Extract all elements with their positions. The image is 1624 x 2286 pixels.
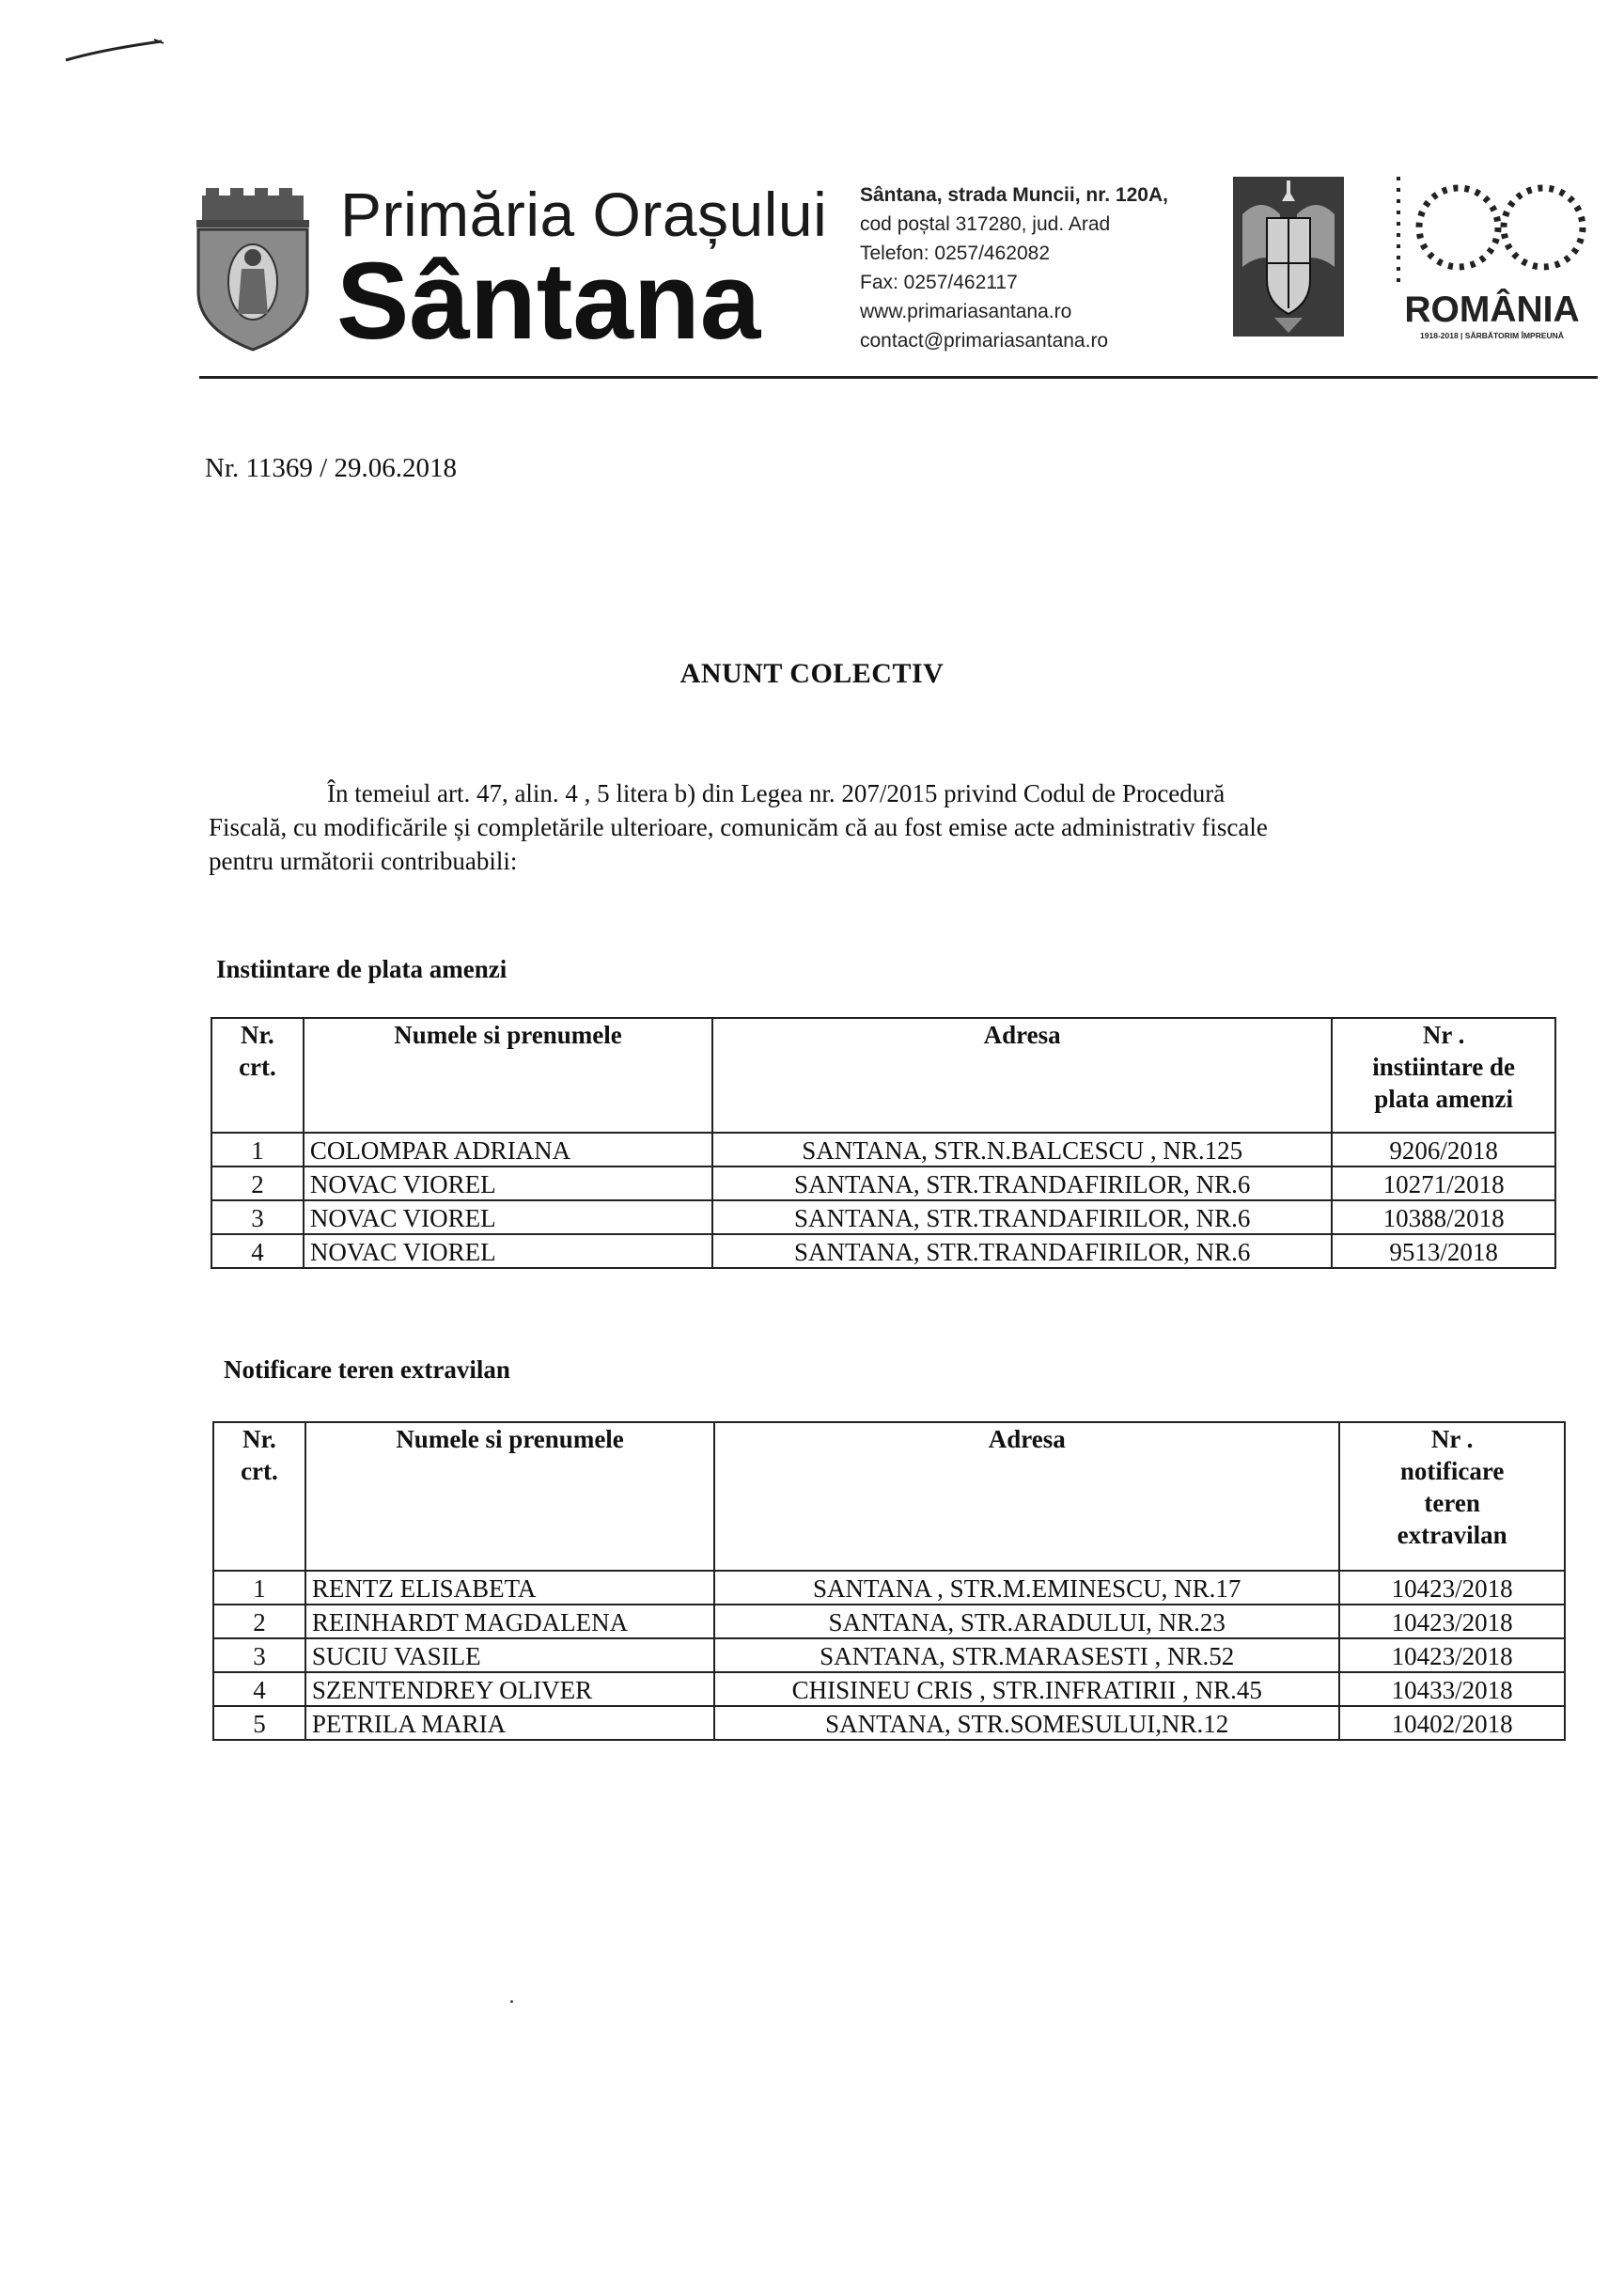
header-text: crt. — [241, 1457, 278, 1485]
cell-nr: 2 — [211, 1166, 304, 1200]
cell-name: SZENTENDREY OLIVER — [305, 1672, 714, 1706]
romania-coat-of-arms-icon — [1233, 177, 1344, 337]
town-name: Sântana — [336, 240, 761, 362]
cell-doc-number: 10402/2018 — [1339, 1706, 1565, 1740]
contact-block — [860, 180, 1168, 355]
col-header-address: Adresa — [714, 1422, 1339, 1571]
contact-email: contact@primariasantana.ro — [860, 330, 1109, 352]
header-divider — [199, 376, 1598, 379]
section-title-land: Notificare teren extravilan — [224, 1355, 510, 1384]
cell-address: SANTANA, STR.TRANDAFIRILOR, NR.6 — [712, 1166, 1332, 1200]
header-text: plata amenzi — [1374, 1085, 1513, 1113]
town-hall-title: Primăria Orașului — [340, 180, 828, 249]
table-row — [211, 1200, 1555, 1234]
cell-nr: 3 — [213, 1638, 305, 1672]
header-text: Nr . — [1422, 1021, 1465, 1049]
pen-stroke-mark — [64, 36, 167, 64]
table-row — [211, 1234, 1555, 1268]
cell-doc-number: 10271/2018 — [1332, 1166, 1555, 1200]
header-text: extravilan — [1397, 1521, 1507, 1549]
cell-doc-number: 9206/2018 — [1332, 1133, 1555, 1166]
contact-phone: Telefon: 0257/462082 — [860, 243, 1051, 264]
centenar-word: ROMÂNIA — [1404, 290, 1580, 330]
cell-name: SUCIU VASILE — [305, 1638, 714, 1672]
col-header-doc-number — [1332, 1018, 1555, 1133]
cell-address: SANTANA, STR.ARADULUI, NR.23 — [714, 1605, 1339, 1638]
table-header-row — [211, 1018, 1555, 1133]
contact-website: www.primariasantana.ro — [860, 301, 1072, 322]
table-row — [213, 1706, 1565, 1740]
col-header-doc-number — [1339, 1422, 1565, 1571]
header-text: Nr. — [241, 1021, 274, 1049]
document-title: ANUNT COLECTIV — [679, 658, 945, 689]
cell-name: NOVAC VIOREL — [304, 1166, 712, 1200]
cell-nr: 1 — [213, 1571, 305, 1605]
col-header-nr — [211, 1018, 304, 1133]
cell-name: NOVAC VIOREL — [304, 1234, 712, 1268]
cell-name: PETRILA MARIA — [305, 1706, 714, 1740]
col-header-name: Numele si prenumele — [304, 1018, 712, 1133]
scan-speck — [510, 2000, 513, 2003]
cell-address: SANTANA, STR.MARASESTI , NR.52 — [714, 1638, 1339, 1672]
cell-doc-number: 10423/2018 — [1339, 1638, 1565, 1672]
col-header-address: Adresa — [712, 1018, 1332, 1133]
cell-doc-number: 10423/2018 — [1339, 1571, 1565, 1605]
cell-address: SANTANA, STR.TRANDAFIRILOR, NR.6 — [712, 1200, 1332, 1234]
header-text: notificare — [1399, 1457, 1505, 1485]
table-header-row — [213, 1422, 1565, 1571]
registration-number: Nr. 11369 / 29.06.2018 — [205, 453, 457, 483]
header-text: Nr . — [1430, 1425, 1474, 1453]
intro-paragraph — [209, 776, 1468, 878]
col-header-name: Numele si prenumele — [305, 1422, 714, 1571]
cell-address: CHISINEU CRIS , STR.INFRATIRII , NR.45 — [714, 1672, 1339, 1706]
contact-fax: Fax: 0257/462117 — [860, 272, 1018, 293]
cell-address: SANTANA, STR.SOMESULUI,NR.12 — [714, 1706, 1339, 1740]
cell-address: SANTANA, STR.TRANDAFIRILOR, NR.6 — [712, 1234, 1332, 1268]
intro-line-1: În temeiul art. 47, alin. 4 , 5 litera b) din Legea nr. 207/2015 privind Codul de Procedură — [327, 779, 1226, 807]
cell-name: COLOMPAR ADRIANA — [304, 1133, 712, 1166]
cell-doc-number: 10388/2018 — [1332, 1200, 1555, 1234]
cell-nr: 4 — [211, 1234, 304, 1268]
centenar-subtitle: 1918-2018 | SĂRBĂTORIM ÎMPREUNĂ — [1420, 331, 1564, 340]
land-notification-table — [212, 1421, 1566, 1741]
cell-name: REINHARDT MAGDALENA — [305, 1605, 714, 1638]
col-header-nr — [213, 1422, 305, 1571]
cell-nr: 2 — [213, 1605, 305, 1638]
section-title-fines: Instiintare de plata amenzi — [216, 955, 508, 983]
cell-nr: 3 — [211, 1200, 304, 1234]
table-row — [213, 1605, 1565, 1638]
cell-name: NOVAC VIOREL — [304, 1200, 712, 1234]
cell-nr: 5 — [213, 1706, 305, 1740]
intro-line-2: Fiscală, cu modificările și completările ulterioare, comunicăm că au fost emise acte administrativ fiscale — [209, 813, 1268, 841]
header-text: crt. — [239, 1053, 276, 1081]
cell-doc-number: 9513/2018 — [1332, 1234, 1555, 1268]
header-text: teren — [1424, 1489, 1480, 1517]
intro-line-3: pentru următorii contribuabili: — [209, 847, 518, 875]
table-row — [211, 1133, 1555, 1166]
cell-name: RENTZ ELISABETA — [305, 1571, 714, 1605]
table-row — [213, 1638, 1565, 1672]
cell-nr: 1 — [211, 1133, 304, 1166]
header-text: Nr. — [242, 1425, 276, 1453]
fines-table — [211, 1017, 1556, 1269]
table-row — [213, 1571, 1565, 1605]
contact-address: Sântana, strada Muncii, nr. 120A, — [860, 184, 1168, 206]
cell-doc-number: 10433/2018 — [1339, 1672, 1565, 1706]
cell-doc-number: 10423/2018 — [1339, 1605, 1565, 1638]
table-row — [213, 1672, 1565, 1706]
town-crest-icon — [193, 188, 313, 353]
cell-nr: 4 — [213, 1672, 305, 1706]
cell-address: SANTANA , STR.M.EMINESCU, NR.17 — [714, 1571, 1339, 1605]
cell-address: SANTANA, STR.N.BALCESCU , NR.125 — [712, 1133, 1332, 1166]
contact-postal: cod poștal 317280, jud. Arad — [860, 213, 1111, 235]
header-text: instiintare de — [1372, 1053, 1515, 1081]
table-row — [211, 1166, 1555, 1200]
